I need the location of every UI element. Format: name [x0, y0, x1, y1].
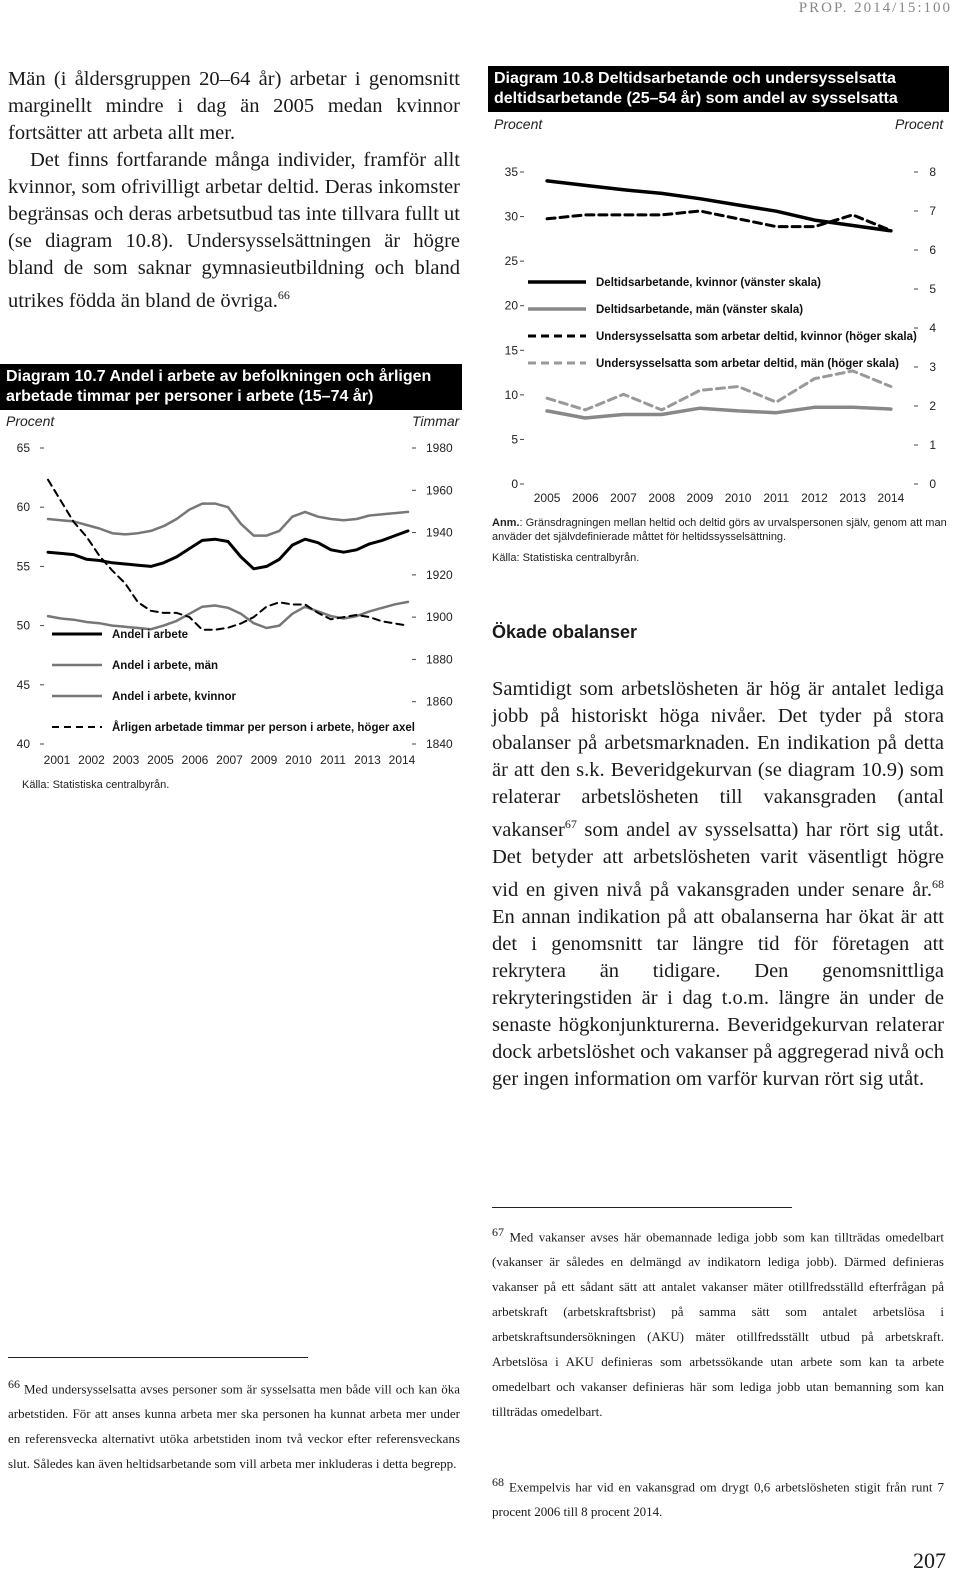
diagram-10-8-note [492, 516, 954, 544]
x-tick-label: 2006 [181, 753, 209, 767]
footnote-ref-68: 68 [932, 876, 944, 891]
x-tick-label: 2007 [216, 753, 243, 767]
y2-tick-label: 1980 [426, 441, 453, 455]
right-paragraph-a: Samtidigt som arbetslösheten är hög är antalet lediga jobb på historiskt höga nivåer. Det tyder på stora obalanser på arbetsmarknaden. En indikation på detta är att den s.k. Beveridgekurvan (se diagram 10.9) som relaterar arbetslösheten till vakansgraden (antal vakanser [492, 678, 944, 841]
right-paragraph [492, 676, 944, 1093]
y2-tick-label: 6 [929, 243, 936, 257]
diagram-10-7-source: Källa: Statistiska centralbyrån. [22, 779, 170, 791]
diagram-10-7-title: Diagram 10.7 Andel i arbete av befolkningen och årligen arbetade timmar per personer i arbete (15–74 år) [0, 364, 462, 410]
y-tick-label: 20 [504, 298, 518, 313]
y-tick-label: 40 [16, 737, 30, 751]
legend-label: Andel i arbete, män [112, 660, 219, 672]
y-tick-label: 10 [504, 387, 518, 402]
x-tick-label: 2009 [250, 753, 278, 767]
x-tick-label: 2002 [78, 753, 105, 767]
y2-tick-label: 0 [929, 477, 936, 491]
y-tick-label: 50 [16, 618, 30, 633]
x-tick-label: 2006 [571, 491, 599, 505]
footnote-67-text: Med vakanser avses här obemannade lediga jobb som kan tillträdas omedelbart (vakanser är således en delmängd av indikatorn lediga jobb). Därmed definieras vakanser på ett sådant sätt att antalet vakanser mäter otillfredsställd efterfrågan på arbetskraft (arbetskraftsbrist) på samma sätt som antalet arbetslösa i arbetskraftsundersökningen (AKU) mäter otillfredsställt utbud på arbetskraft. Arbetslösa i AKU definieras som arbetssökande utan arbete som kan ta arbete omedelbart och vakanser definieras här som lediga jobb utan bemanning som kan tillträdas omedelbart. [492, 1229, 944, 1420]
legend-label: Deltidsarbetande, män (vänster skala) [596, 304, 804, 316]
y2-tick-label: 1840 [426, 737, 453, 751]
diagram-10-8-lines [547, 181, 891, 418]
series-line [547, 407, 891, 418]
series-line [48, 531, 408, 569]
right-paragraph-c: En annan indikation på att obalanserna har ökat är att det i genomsnitt tar längre tid för företagen att rekrytera än tidigare. Den genomsnittliga rekryteringstiden är i dag t.o.m. längre än under de senaste högkonjunkturerna. Beveridgekurvan relaterar dock arbetslöshet och vakanser på aggregerad nivå och ger ingen information om varför kurvan rört sig utåt. [492, 905, 944, 1090]
y2-tick-label: 1860 [426, 694, 453, 709]
x-tick-label: 2013 [839, 491, 867, 505]
diagram-10-7-axes [17, 441, 453, 767]
x-tick-label: 2008 [648, 491, 676, 505]
diagram-10-8-legend [528, 277, 917, 370]
y-tick-label: 5 [511, 432, 518, 447]
y2-tick-label: 1920 [426, 567, 453, 582]
x-tick-label: 2007 [610, 491, 637, 505]
note-prefix: Anm. [492, 517, 520, 529]
diagram-10-8-title: Diagram 10.8 Deltidsarbetande och undersysselsatta deltidsarbetande (25–54 år) som andel av sysselsatta [488, 66, 949, 112]
legend-label: Årligen arbetade timmar per person i arbete, höger axel [112, 722, 415, 734]
x-tick-label: 2010 [285, 753, 312, 767]
x-tick-label: 2009 [686, 491, 714, 505]
legend-label: Andel i arbete [112, 629, 189, 641]
y2-tick-label: 8 [929, 165, 936, 179]
diagram-10-7-unit-left: Procent [6, 413, 55, 429]
footnote-68 [492, 1470, 944, 1524]
y-tick-label: 65 [16, 441, 30, 455]
running-head: PROP. 2014/15:100 [798, 0, 952, 16]
footnote-ref-67: 67 [564, 817, 577, 831]
y-tick-label: 55 [16, 559, 30, 574]
paragraph-2 [8, 147, 460, 315]
series-line [547, 371, 891, 410]
footnote-67-num: 67 [492, 1225, 504, 1239]
y2-tick-label: 3 [929, 360, 936, 374]
x-tick-label: 2011 [763, 491, 790, 505]
left-body-text [8, 66, 460, 315]
y2-tick-label: 1940 [426, 525, 453, 540]
x-tick-label: 2001 [43, 753, 71, 767]
y-tick-label: 15 [504, 343, 518, 358]
footnote-ref-66: 66 [277, 288, 290, 302]
diagram-10-7-unit-right: Timmar [412, 413, 460, 429]
footnote-rule-right [492, 1207, 792, 1208]
diagram-10-8-unit-right: Procent [895, 116, 944, 132]
y-tick-label: 35 [504, 165, 518, 179]
section-heading: Ökade obalanser [492, 622, 638, 642]
legend-label: Undersysselsatta som arbetar deltid, kvinnor (höger skala) [596, 331, 917, 343]
x-tick-label: 2010 [724, 491, 752, 505]
right-paragraph-b: som andel av sysselsatta) har rört sig utåt. Det betyder att arbetslösheten varit väsentligt högre vid en given nivå på vakansgraden under senare år. [492, 818, 944, 901]
x-tick-label: 2005 [147, 753, 174, 767]
x-tick-label: 2014 [877, 491, 905, 505]
legend-label: Deltidsarbetande, kvinnor (vänster skala) [596, 277, 821, 289]
footnote-66-num: 66 [8, 1377, 20, 1391]
footnote-68-num: 68 [492, 1475, 504, 1489]
y-tick-label: 0 [511, 477, 518, 491]
series-line [547, 181, 891, 231]
x-tick-label: 2003 [112, 753, 140, 767]
y-tick-label: 30 [504, 209, 518, 224]
note-text: : Gränsdragningen mellan heltid och deltid görs av urvalspersonen själv, genom att man anväder det självdefinierade måttet för heltidssysselsättning. [492, 517, 947, 543]
y2-tick-label: 2 [929, 399, 936, 413]
legend-label: Andel i arbete, kvinnor [112, 691, 236, 703]
paragraph-2-text: Det finns fortfarande många individer, framför allt kvinnor, som ofrivilligt arbetar deltid. Deras inkomster begränsas och deras arbetsutbud tas inte tillvara fullt ut (se diagram 10.8). Undersysselsättningen är högre bland de som saknar gymnasieutbildning och bland utrikes födda än bland de övriga. [8, 149, 461, 312]
y-tick-label: 60 [16, 500, 30, 515]
footnote-67 [492, 1220, 944, 1424]
x-tick-label: 2011 [320, 753, 346, 767]
diagram-10-7-lines [48, 480, 408, 630]
diagram-10-8-chart [488, 134, 954, 518]
y2-tick-label: 4 [929, 321, 936, 335]
page-number: 207 [913, 1548, 946, 1573]
x-tick-label: 2005 [533, 491, 561, 505]
series-line [48, 504, 408, 536]
paragraph-1: Män (i åldersgruppen 20–64 år) arbetar i genomsnitt marginellt mindre i dag än 2005 medan kvinnor fortsätter att arbeta allt mer. [8, 68, 460, 144]
y2-tick-label: 1960 [426, 483, 453, 498]
legend-label: Undersysselsatta som arbetar deltid, män (höger skala) [596, 358, 899, 370]
diagram-10-8-source: Källa: Statistiska centralbyrån. [492, 552, 640, 564]
y2-tick-label: 1880 [426, 652, 453, 667]
y2-tick-label: 1 [929, 438, 936, 452]
diagram-10-7-legend [52, 629, 415, 734]
footnote-68-text: Exempelvis har vid en vakansgrad om drygt 0,6 arbetslösheten stigit från runt 7 procent 2006 till 8 procent 2014. [492, 1479, 944, 1520]
series-line [547, 211, 891, 231]
diagram-10-7-chart [0, 432, 470, 782]
footnote-66-text: Med undersysselsatta avses personer som är sysselsatta men både vill och kan öka arbetstiden. För att anses kunna arbeta mer ska personen ha kunnat arbeta mer under en referensvecka alternativt utöka arbetstiden inom två veckor efter referensveckans slut. Således kan även heltidsarbetande som vill arbeta mer inkluderas i detta begrepp. [8, 1381, 460, 1472]
y2-tick-label: 5 [929, 282, 936, 296]
y2-tick-label: 1900 [426, 610, 453, 625]
diagram-10-8-unit-left: Procent [494, 116, 543, 132]
footnote-66 [8, 1372, 460, 1476]
x-tick-label: 2014 [388, 753, 416, 767]
footnote-rule-left [8, 1357, 308, 1358]
y-tick-label: 45 [16, 677, 30, 692]
x-tick-label: 2012 [801, 491, 828, 505]
x-tick-label: 2013 [354, 753, 381, 767]
y-tick-label: 25 [504, 254, 518, 269]
y2-tick-label: 7 [929, 204, 936, 218]
